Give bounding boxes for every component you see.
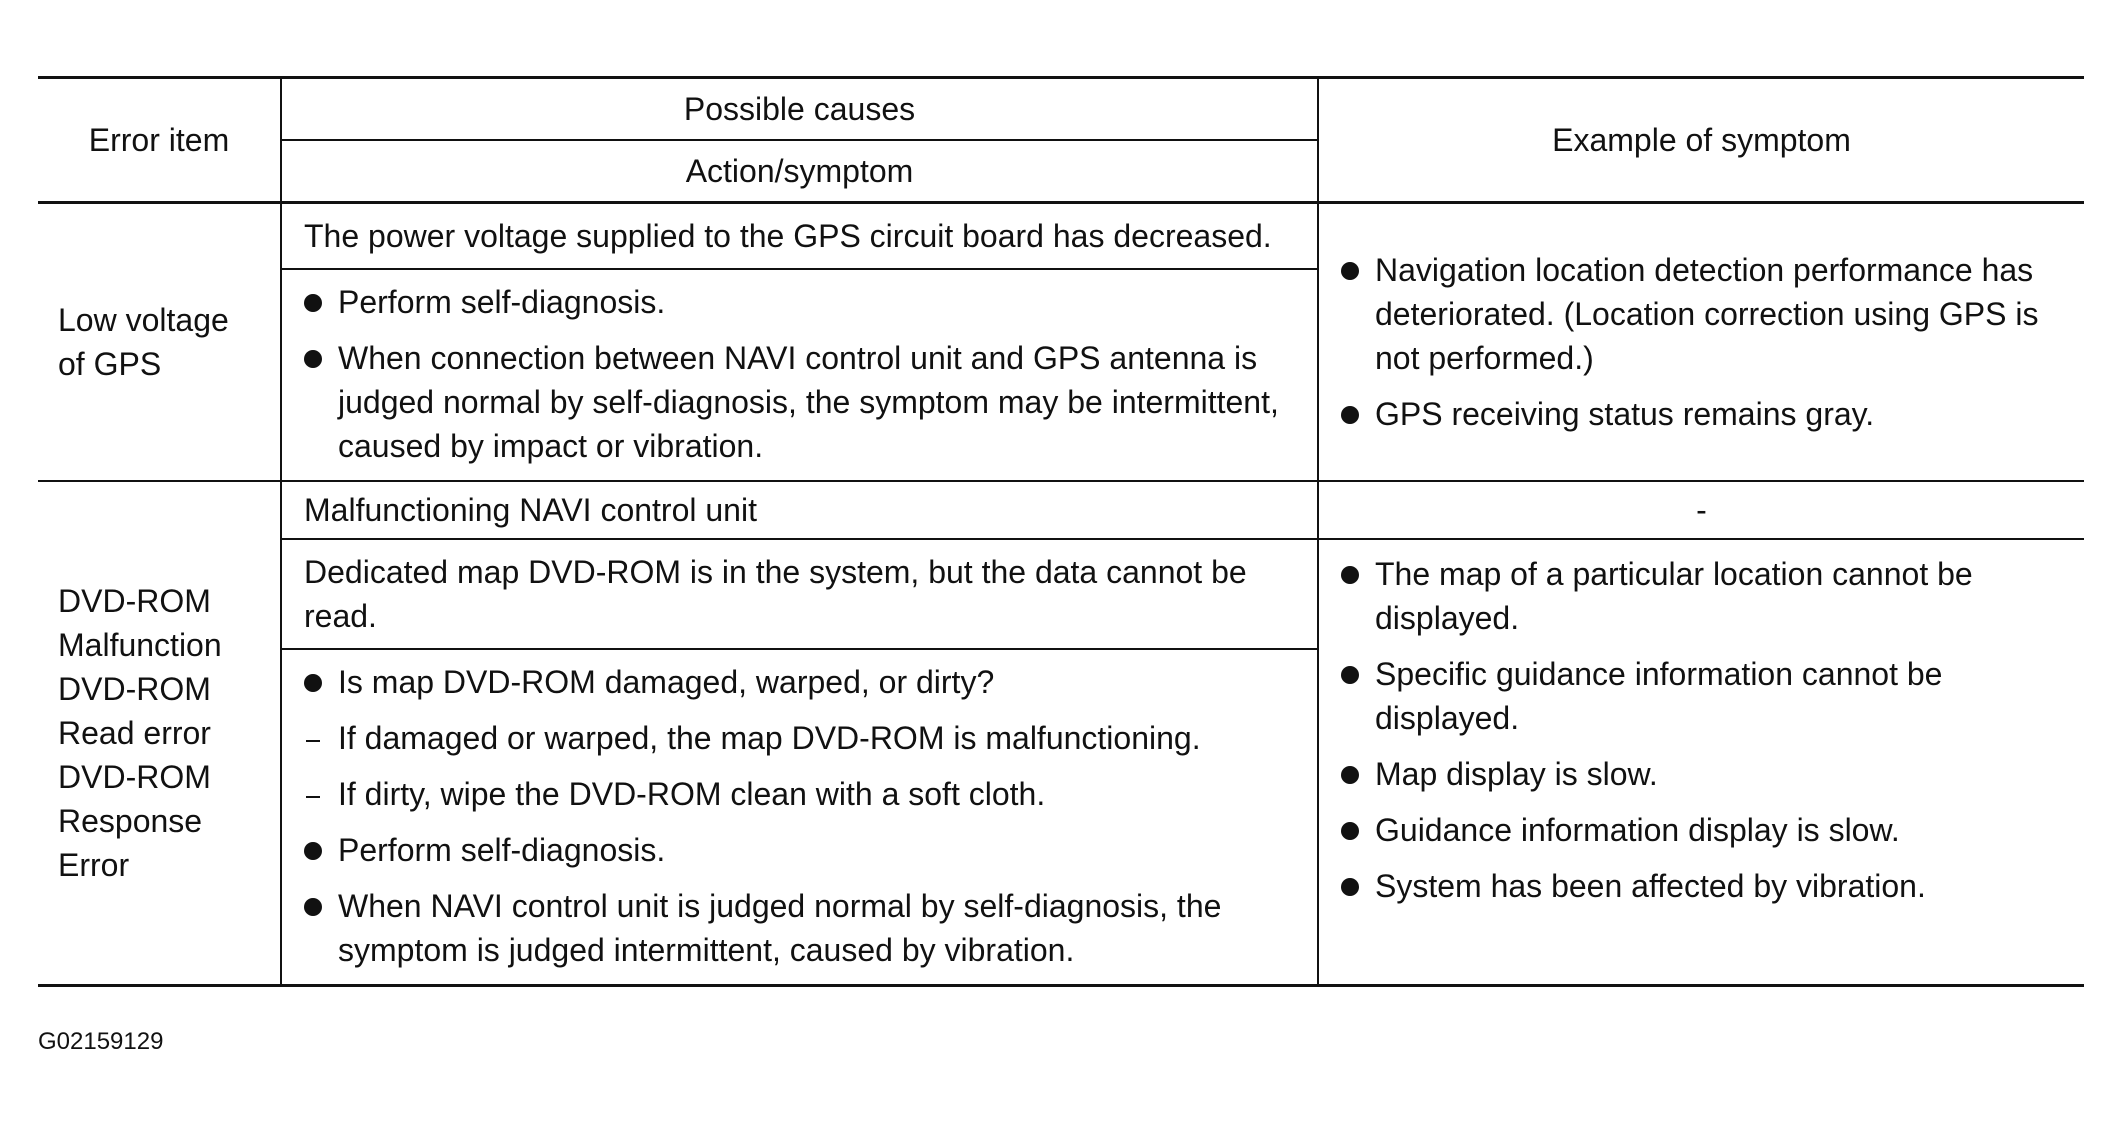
bullet-icon — [1341, 262, 1359, 280]
header-possible-causes: Possible causes — [281, 78, 1318, 141]
symptom-list — [1341, 248, 2064, 436]
bullet-icon — [304, 842, 322, 860]
list-item — [304, 660, 1295, 704]
list-item — [1341, 808, 2064, 852]
action-cell — [281, 649, 1318, 986]
list-item-text: Guidance information display is slow. — [1375, 812, 1900, 848]
list-item — [1341, 752, 2064, 796]
action-cell — [281, 269, 1318, 481]
error-item-cell: Low voltage of GPS — [38, 203, 281, 482]
cause-cell: Dedicated map DVD-ROM is in the system, but the data cannot be read. — [281, 539, 1318, 649]
bullet-icon — [304, 898, 322, 916]
table-row — [38, 481, 2084, 539]
header-example-symptom: Example of symptom — [1318, 78, 2084, 203]
action-list — [304, 280, 1295, 468]
list-item — [304, 336, 1295, 468]
cause-cell: The power voltage supplied to the GPS circuit board has decreased. — [281, 203, 1318, 270]
list-item-text: GPS receiving status remains gray. — [1375, 396, 1875, 432]
list-item — [1341, 552, 2064, 640]
error-item-cell: DVD-ROM Malfunction DVD-ROM Read error DVD-ROM Response Error — [38, 481, 281, 986]
diagnosis-table — [38, 76, 2084, 987]
list-item — [1341, 248, 2064, 380]
bullet-icon — [304, 294, 322, 312]
symptom-cell: - — [1318, 481, 2084, 539]
list-item — [304, 884, 1295, 972]
bullet-icon — [1341, 878, 1359, 896]
dash-icon — [306, 740, 320, 742]
header-row-1 — [38, 78, 2084, 141]
cause-cell: Malfunctioning NAVI control unit — [281, 481, 1318, 539]
list-item — [1341, 864, 2064, 908]
header-action-symptom: Action/symptom — [281, 140, 1318, 203]
list-item — [1341, 652, 2064, 740]
table-row — [38, 539, 2084, 649]
bullet-icon — [1341, 766, 1359, 784]
list-item-text: When connection between NAVI control unit and GPS antenna is judged normal by self-diagnosis, the symptom may be intermittent, caused by impact or vibration. — [338, 340, 1279, 464]
symptom-cell — [1318, 539, 2084, 986]
list-item — [1341, 392, 2064, 436]
table-row — [38, 203, 2084, 270]
list-item-text: Specific guidance information cannot be displayed. — [1375, 656, 1943, 736]
bullet-icon — [1341, 566, 1359, 584]
list-item — [304, 280, 1295, 324]
list-item-text: Perform self-diagnosis. — [338, 284, 666, 320]
list-item — [304, 772, 1295, 816]
list-item-text: Perform self-diagnosis. — [338, 832, 666, 868]
bullet-icon — [1341, 406, 1359, 424]
bullet-icon — [1341, 666, 1359, 684]
bullet-icon — [304, 350, 322, 368]
figure-code: G02159129 — [38, 1028, 164, 1055]
bullet-icon — [304, 674, 322, 692]
symptom-list — [1341, 552, 2064, 908]
list-item-text: When NAVI control unit is judged normal by self-diagnosis, the symptom is judged intermittent, caused by vibration. — [338, 888, 1222, 968]
bullet-icon — [1341, 822, 1359, 840]
list-item-text: If dirty, wipe the DVD-ROM clean with a soft cloth. — [338, 776, 1046, 812]
list-item-text: Navigation location detection performance has deteriorated. (Location correction using GPS is not performed.) — [1375, 252, 2039, 376]
action-list — [304, 660, 1295, 972]
list-item-text: Map display is slow. — [1375, 756, 1658, 792]
list-item-text: System has been affected by vibration. — [1375, 868, 1926, 904]
dash-icon — [306, 796, 320, 798]
list-item — [304, 828, 1295, 872]
list-item-text: If damaged or warped, the map DVD-ROM is malfunctioning. — [338, 720, 1201, 756]
list-item — [304, 716, 1295, 760]
symptom-cell — [1318, 203, 2084, 482]
diagnosis-table-container — [38, 76, 2084, 987]
list-item-text: The map of a particular location cannot be displayed. — [1375, 556, 1973, 636]
header-error-item: Error item — [38, 78, 281, 203]
list-item-text: Is map DVD-ROM damaged, warped, or dirty? — [338, 664, 995, 700]
